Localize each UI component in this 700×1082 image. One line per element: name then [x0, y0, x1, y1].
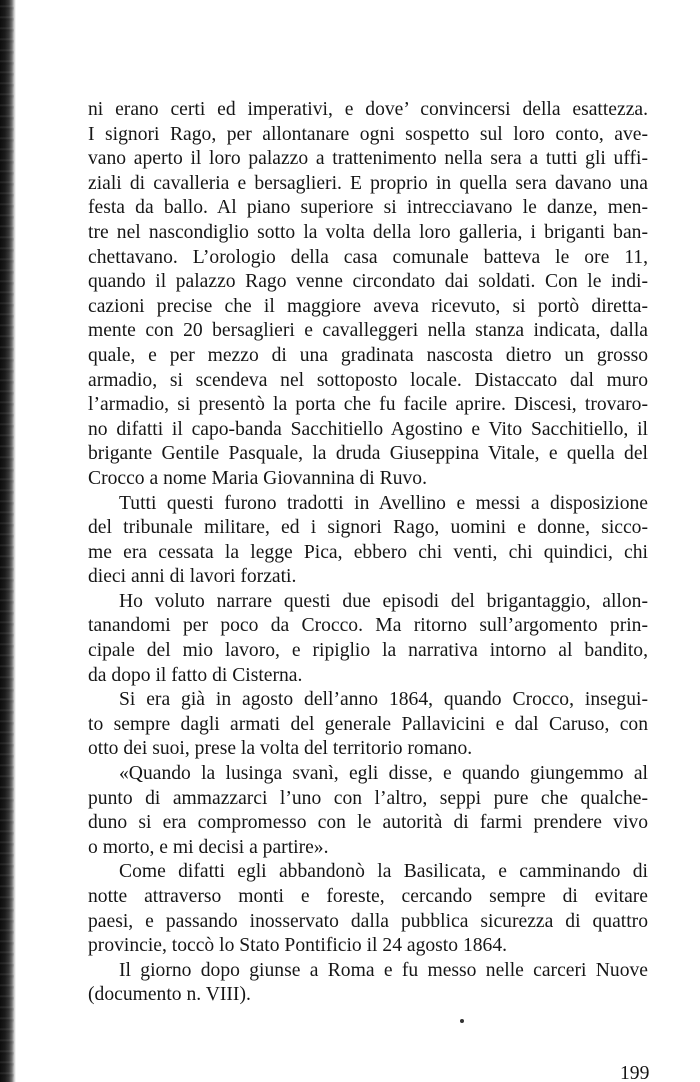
text-line: quale, e per mezzo di una gradinata nascosta dietro un grosso — [88, 344, 648, 366]
text-line: o morto, e mi decisi a partire». — [88, 836, 329, 858]
text-line: brigante Gentile Pasquale, la druda Giuseppina Vitale, e quella del — [88, 443, 648, 465]
text-line: quando il palazzo Rago venne circondato dai soldati. Con le indi- — [88, 271, 648, 293]
text-line: mente con 20 bersaglieri e cavalleggeri nella stanza indicata, dalla — [88, 320, 648, 342]
body-text — [88, 98, 648, 1008]
text-line: paesi, e passando inosservato dalla pubblica sicurezza di quattro — [88, 910, 648, 932]
paragraph — [88, 762, 648, 860]
paragraph — [88, 688, 648, 762]
ink-speck — [460, 1019, 464, 1023]
text-line: Tutti questi furono tradotti in Avellino e messi a disposizione — [119, 492, 648, 514]
text-line: l’armadio, si presentò la porta che fu facile aprire. Discesi, trovaro- — [88, 394, 648, 416]
text-line: ni erano certi ed imperativi, e dove’ convincersi della esattezza. — [88, 99, 648, 120]
paragraph — [88, 590, 648, 688]
text-line: «Quando la lusinga svanì, egli disse, e quando giungemmo al — [119, 763, 648, 785]
text-line: notte attraverso monti e foreste, cercando sempre di evitare — [88, 886, 648, 907]
text-line: cipale del mio lavoro, e ripiglio la narrativa intorno al bandito, — [88, 640, 648, 662]
text-line: tre nel nascondiglio sotto la volta della loro galleria, i briganti ban- — [88, 221, 648, 243]
text-line: punto di ammazzarci l’uno con l’altro, seppi pure che qualche- — [88, 787, 648, 809]
text-line: chettavano. L’orologio della casa comunale batteva le ore 11, — [88, 246, 648, 268]
text-line: del tribunale militare, ed i signori Rago, uomini e donne, sicco- — [88, 517, 648, 539]
text-line: vano aperto il loro palazzo a trattenimento nella sera a tutti gli uffi- — [88, 148, 648, 170]
text-line: I signori Rago, per allontanare ogni sospetto sul loro conto, ave- — [88, 123, 648, 145]
text-line: dieci anni di lavori forzati. — [88, 566, 297, 588]
text-line: duno si era compromesso con le autorità di farmi prendere vivo — [88, 812, 648, 834]
text-line: (documento n. VIII). — [88, 984, 251, 1006]
text-line: Ho voluto narrare questi due episodi del brigantaggio, allon- — [119, 590, 648, 612]
paragraph — [88, 492, 648, 590]
text-line: me era cessata la legge Pica, ebbero chi venti, chi quindici, chi — [88, 541, 648, 563]
text-line: otto dei suoi, prese la volta del territorio romano. — [88, 738, 473, 760]
text-line: festa da ballo. Al piano superiore si intrecciavano le danze, men- — [88, 197, 648, 219]
text-line: ziali di cavalleria e bersaglieri. E proprio in quella sera davano una — [88, 172, 648, 194]
page-number: 199 — [620, 1063, 650, 1082]
text-line: tanandomi per poco da Crocco. Ma ritorno sull’argomento prin- — [88, 615, 648, 637]
text-line: provincie, toccò lo Stato Pontificio il 24 agosto 1864. — [88, 935, 508, 957]
text-line: armadio, si scendeva nel sottoposto locale. Distaccato dal muro — [88, 369, 648, 391]
spine-texture — [0, 0, 14, 1082]
paragraph — [88, 98, 648, 492]
text-line: Si era già in agosto dell’anno 1864, quando Crocco, insegui- — [119, 689, 648, 711]
paragraph — [88, 860, 648, 958]
paragraph — [88, 959, 648, 1008]
text-line: Come difatti egli abbandonò la Basilicata, e camminando di — [119, 861, 648, 883]
text-line: Crocco a nome Maria Giovannina di Ruvo. — [88, 467, 427, 489]
text-line: no difatti il capo-banda Sacchitiello Agostino e Vito Sacchitiello, il — [88, 418, 648, 440]
text-line: cazioni precise che il maggiore aveva ricevuto, si portò diretta- — [88, 295, 648, 317]
text-line: da dopo il fatto di Cisterna. — [88, 664, 303, 686]
text-line: Il giorno dopo giunse a Roma e fu messo nelle carceri Nuove — [119, 959, 648, 981]
text-line: to sempre dagli armati del generale Pallavicini e dal Caruso, con — [88, 713, 648, 735]
